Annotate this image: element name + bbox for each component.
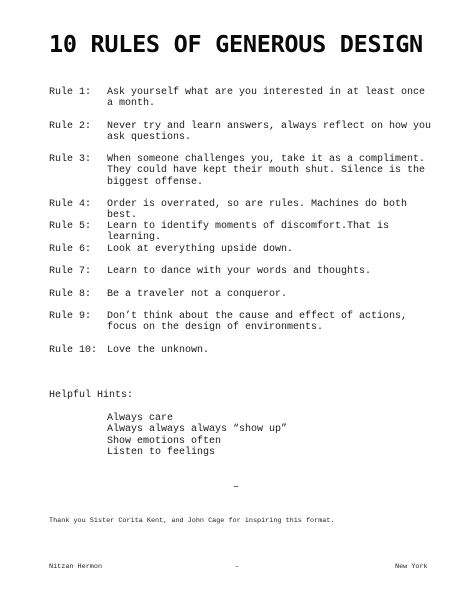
footer-separator: – xyxy=(235,563,240,571)
rule-label: Rule 8: xyxy=(49,289,92,300)
hints-heading: Helpful Hints: xyxy=(49,390,134,401)
rule-label: Rule 2: xyxy=(49,121,92,132)
section-separator: – xyxy=(233,482,240,493)
footer-location: New York xyxy=(395,563,428,571)
rule-text: Be a traveler not a conqueror. xyxy=(107,289,288,300)
rule-label: Rule 5: xyxy=(49,221,92,232)
rule-text: Order is overrated, so are rules. Machines do both best. xyxy=(107,199,408,222)
hint-item: Always always always “show up” xyxy=(107,424,288,436)
acknowledgement: Thank you Sister Corita Kent, and John Cage for inspiring this format. xyxy=(49,517,335,525)
page-title: 10 RULES OF GENEROUS DESIGN xyxy=(49,30,423,58)
hint-item: Listen to feelings xyxy=(107,447,216,459)
rule-text: Learn to identify moments of discomfort.That is learning. xyxy=(107,221,390,244)
rule-label: Rule 7: xyxy=(49,266,92,277)
rule-label: Rule 10: xyxy=(49,345,98,356)
rule-text: Ask yourself what are you interested in at least once a month. xyxy=(107,87,426,110)
rule-text: Look at everything upside down. xyxy=(107,244,294,255)
hints-list xyxy=(107,413,287,459)
footer-author: Nitzan Hermon xyxy=(49,563,103,571)
rule-text: Love the unknown. xyxy=(107,345,210,356)
hint-item: Show emotions often xyxy=(107,435,222,447)
rule-label: Rule 9: xyxy=(49,311,92,322)
rule-label: Rule 1: xyxy=(49,87,92,98)
hint-item: Always care xyxy=(107,413,174,424)
rule-label: Rule 4: xyxy=(49,199,92,210)
rule-text: Never try and learn answers, always reflect on how you ask questions. xyxy=(107,121,432,144)
rule-label: Rule 6: xyxy=(49,244,92,255)
rule-text: When someone challenges you, take it as a compliment. They could have kept their mouth shut. Silence is the biggest offense. xyxy=(107,154,426,188)
rule-text: Learn to dance with your words and thoughts. xyxy=(107,266,372,277)
rule-label: Rule 3: xyxy=(49,154,92,165)
rule-text: Don’t think about the cause and effect of actions, focus on the design of environments. xyxy=(107,311,408,334)
